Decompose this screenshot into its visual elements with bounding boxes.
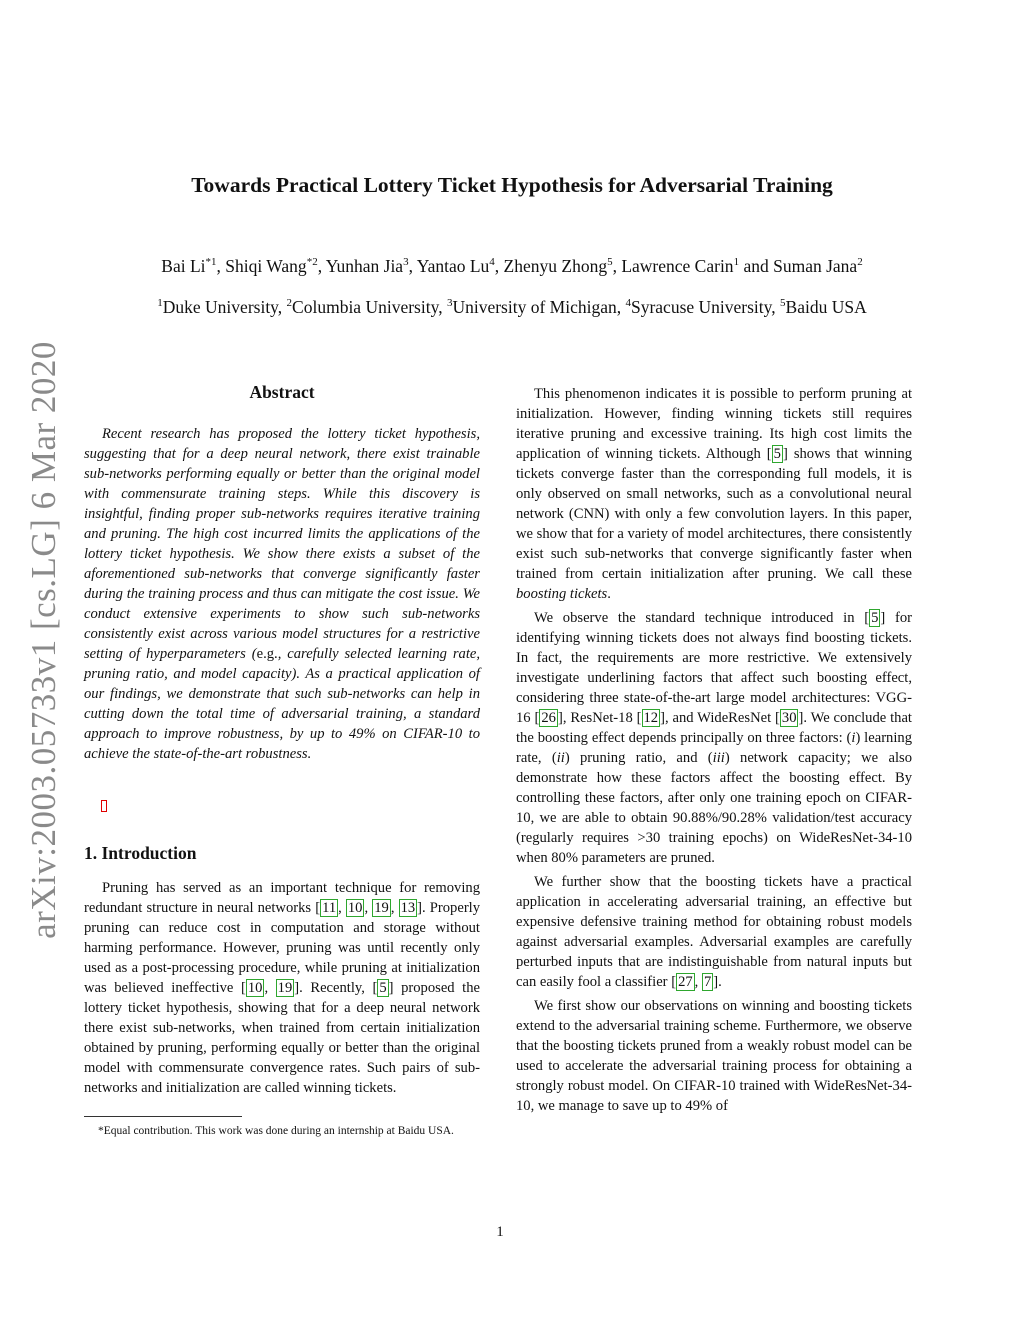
citation-link[interactable]: 10 (247, 980, 263, 996)
author: Zhenyu Zhong$^5$, (503, 256, 622, 276)
affiliation: $^3$University of Michigan, (446, 297, 626, 317)
intro-paragraph: Pruning has served as an important technique for removing redundant structure in neural networks [ 11 , 10 , 19 , 13 ]. Properly pruning can reduce cost in computation and storage without harming performance. However, pruning was until recently only used as a post-processing procedure, while pruning at initialization was believed ineffective [ 10 , 19 ]. Recently, [ 5 ] proposed the lottery ticket hypothesis, showing that for a deep neural network there exist sub-networks, when trained from certain initialization obtained by pruning, performing equally or better than the original model with commensurate convergence rates. Such pairs of sub-networks and initialization are called winning tickets. (84, 880, 481, 1096)
page-number: 1 (496, 1224, 504, 1240)
citation-link[interactable]: 30 (781, 710, 797, 726)
author-list (60, 256, 964, 277)
abstract-heading: Abstract (249, 382, 315, 402)
citation-link[interactable]: 27 (678, 974, 693, 990)
footnote: *Equal contribution. This work was done during an internship at Baidu USA. (98, 1125, 454, 1137)
author: Suman Jana$^2$ (773, 256, 863, 276)
affiliation: $^4$Syracuse University, (625, 297, 781, 317)
body-paragraph: We first show our observations on winning and boosting tickets extend to the adversarial training scheme. Furthermore, we observe that the boosting tickets pruned from a weakly robust model can be used to accelerate the adversarial training process for obtaining a strongly robust model. On CIFAR-10 trained with WideResNet-34-10, we manage to save up to 49% of (516, 998, 912, 1114)
citation-link[interactable]: 10 (347, 900, 363, 916)
paper-title: Towards Practical Lottery Ticket Hypothesis for Adversarial Training (191, 173, 833, 197)
citation-link[interactable]: 19 (277, 980, 293, 996)
annotation-marker (101, 800, 107, 812)
citation-link[interactable]: 7 (703, 974, 712, 990)
section-heading-introduction: 1. Introduction (84, 843, 197, 863)
arxiv-identifier: arXiv:2003.05733v1 [cs.LG] 6 Mar 2020 (24, 341, 63, 939)
citation-link[interactable]: 12 (643, 710, 659, 726)
citation-link[interactable]: 5 (773, 446, 781, 462)
author: Yunhan Jia$^3$, (325, 256, 417, 276)
affiliation: $^1$Duke University, (157, 297, 287, 317)
body-paragraph: We observe the standard technique introduced in [ 5 ] for identifying winning tickets does not always find boosting tickets. In fact, the requirements are more restrictive. We extensively investigate underlining factors that affect such boosting effect, considering three state-of-the-art large model architectures: VGG-16 [ 26 ], ResNet-18 [ 12 ], and WideResNet [ 30 ]. We conclude that the boosting effect depends principally on three factors: (i) learning rate, (ii) pruning ratio, and (iii) network capacity; we also demonstrate how these factors affect the boosting effect. By controlling these factors, after only one training epoch on CIFAR-10, we are able to obtain 90.88%/90.28% validation/test accuracy (regularly requires >30 training epochs) on WideResNet-34-10 when 80% parameters are pruned. (516, 610, 912, 866)
footnote-divider (84, 1116, 242, 1117)
affiliation: $^2$Columbia University, (286, 297, 447, 317)
affiliation-list (60, 297, 964, 318)
citation-link[interactable]: 11 (322, 900, 337, 916)
body-paragraph: We further show that the boosting tickets have a practical application in accelerating adversarial training, an effective but expensive defensive training method for obtaining robust models against adversarial examples. Adversarial examples are carefully perturbed inputs that are indistinguishable from natural inputs but can easily fool a classifier [ 27 , 7 ]. (516, 874, 912, 990)
citation-link[interactable]: 5 (871, 610, 879, 626)
right-column (516, 384, 912, 1120)
affiliation: $^5$Baidu USA (780, 297, 867, 317)
citation-link[interactable]: 5 (379, 980, 387, 996)
citation-link[interactable]: 26 (541, 710, 556, 726)
left-column (84, 381, 480, 1139)
abstract-text: Recent research has proposed the lottery ticket hypothesis, suggesting that for a deep neural network, there exist trainable sub-networks performing equally or better than the original model with commensurate training steps. While this discovery is insightful, finding proper sub-networks requires iterative training and pruning. The high cost incurred limits the applications of the lottery ticket hypothesis. We show there exists a subset of the aforementioned sub-networks that converge significantly faster during the training process and thus can mitigate the cost issue. We conduct extensive experiments to show such sub-networks consistently exist across various model structures for a restrictive setting of hyperparameters (e.g., carefully selected learning rate, pruning ratio, and model capacity). As a practical application of our findings, we demonstrate that such sub-networks can help in cutting down the total time of adversarial training, a standard approach to improve robustness, by up to 49% on CIFAR-10 to achieve the state-of-the-art robustness. (84, 426, 480, 762)
body-paragraph: This phenomenon indicates it is possible to perform pruning at initialization. However, finding winning tickets still requires iterative pruning and excessive training. Its high cost limits the application of winning tickets. Although [ 5 ] shows that winning tickets converge faster than the corresponding full models, it is only observed on small networks, such as a convolutional neural network (CNN) with only a few convolution layers. In this paper, we show that for a variety of model architectures, there consistently exist such sub-networks that converge significantly faster when trained from certain initialization after pruning. We call these boosting tickets. (516, 386, 912, 602)
author: Bai Li$^{*1}$, (161, 256, 226, 276)
citation-link[interactable]: 19 (374, 900, 389, 916)
citation-link[interactable]: 13 (400, 900, 416, 916)
author: Yantao Lu$^4$, (416, 256, 504, 276)
author: Lawrence Carin$^1$ and (621, 256, 774, 276)
author: Shiqi Wang$^{*2}$, (225, 256, 326, 276)
